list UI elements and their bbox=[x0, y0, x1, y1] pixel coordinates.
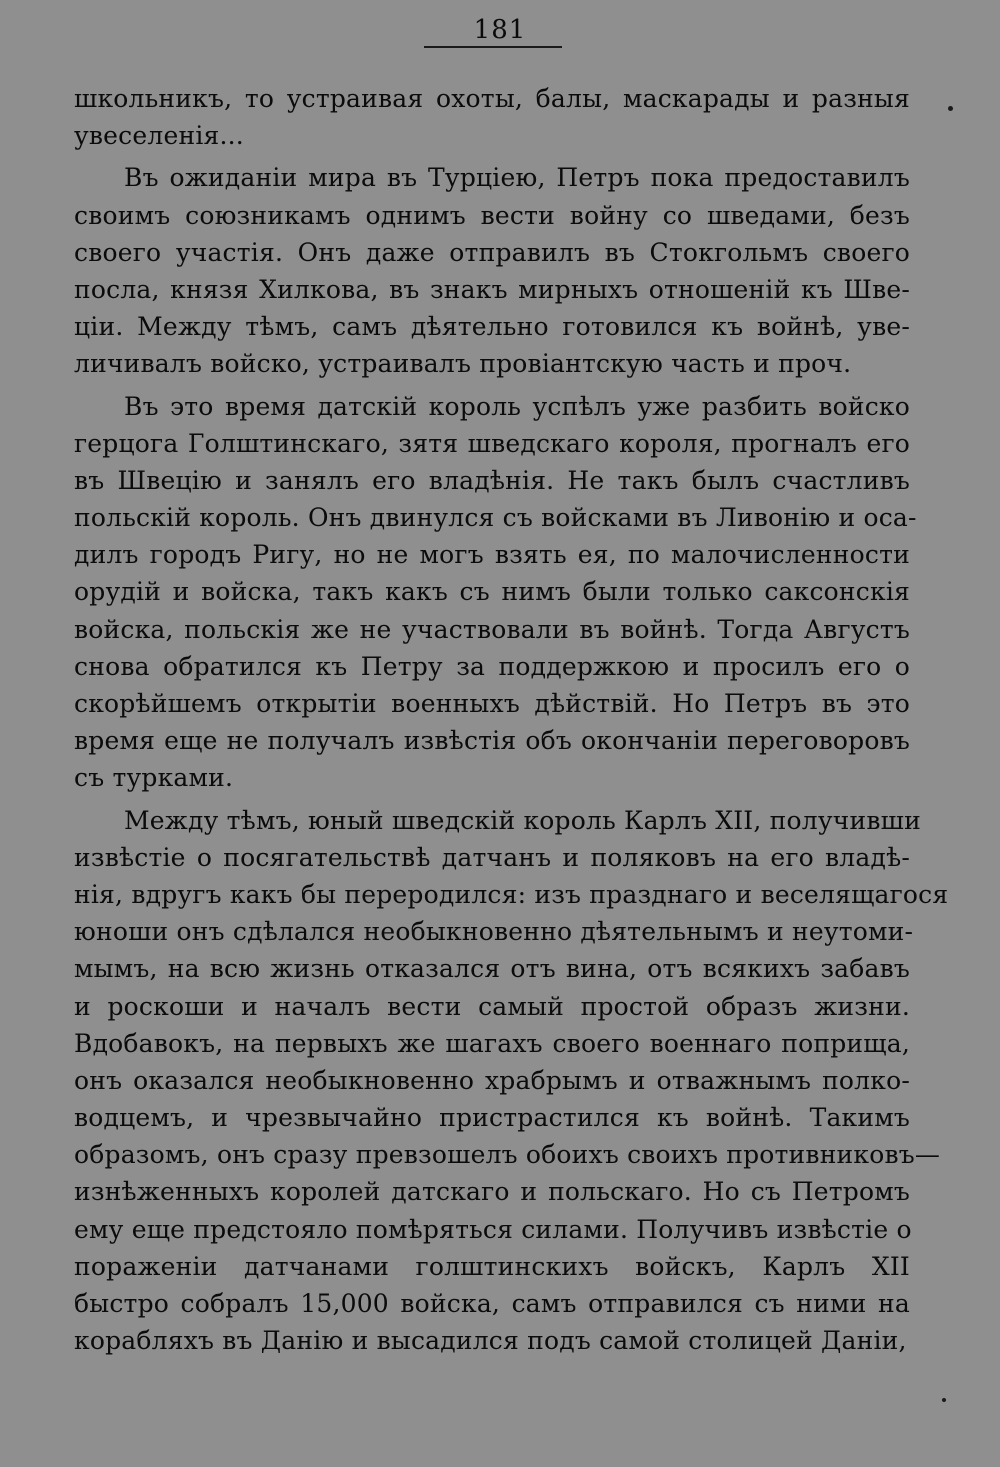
print-speck bbox=[948, 106, 953, 111]
text-line: снова обратился къ Петру за поддержкою и просилъ его о bbox=[74, 651, 910, 681]
text-line: посла, князя Хилкова, въ знакъ мирныхъ отношеній къ Шве- bbox=[74, 274, 910, 304]
text-line: изнѣженныхъ королей датскаго и польскаго. Но съ Петромъ bbox=[74, 1177, 910, 1207]
text-line: своимъ союзникамъ однимъ вести войну со шведами, безъ bbox=[74, 200, 910, 230]
text-line: ціи. Между тѣмъ, самъ дѣятельно готовился къ войнѣ, уве- bbox=[74, 312, 910, 342]
text-line: личивалъ войско, устраивалъ провіантскую часть и проч. bbox=[74, 349, 852, 379]
paragraph bbox=[74, 159, 910, 382]
text-line: водцемъ, и чрезвычайно пристрастился къ войнѣ. Такимъ bbox=[74, 1103, 910, 1133]
text-line: Между тѣмъ, юный шведскій король Карлъ XII, получивши bbox=[124, 805, 921, 835]
paragraph bbox=[74, 80, 910, 154]
text-line: школьникъ, то устраивая охоты, балы, маскарады и разныя bbox=[74, 84, 910, 113]
paragraph bbox=[74, 388, 917, 797]
text-line: орудій и войска, такъ какъ съ нимъ были только саксонскія bbox=[74, 577, 910, 607]
paragraph bbox=[74, 802, 949, 1360]
text-line: пораженіи датчанами голштинскихъ войскъ, Карлъ XII bbox=[74, 1251, 910, 1281]
text-line: образомъ, онъ сразу превзошелъ обоихъ своихъ противниковъ— bbox=[74, 1140, 941, 1170]
text-line: быстро собралъ 15,000 войска, самъ отправился съ ними на bbox=[74, 1289, 910, 1318]
text-line: корабляхъ въ Данію и высадился подъ самой столицей Даніи, bbox=[74, 1326, 907, 1356]
body-text bbox=[74, 80, 949, 1359]
text-line: Вдобавокъ, на первыхъ же шагахъ своего военнаго поприща, bbox=[74, 1028, 910, 1058]
text-line: и роскоши и началъ вести самый простой образъ жизни. bbox=[74, 991, 910, 1021]
text-line: своего участія. Онъ даже отправилъ въ Стокгольмъ своего bbox=[74, 237, 910, 267]
text-line: извѣстіе о посягательствѣ датчанъ и поляковъ на его владѣ- bbox=[74, 842, 910, 872]
header-rule bbox=[424, 46, 562, 48]
page-number: 181 bbox=[473, 15, 527, 45]
text-line: герцога Голштинскаго, зятя шведскаго короля, прогналъ его bbox=[74, 428, 910, 458]
text-line: ему еще предстояло помѣряться силами. Получивъ извѣстіе о bbox=[74, 1214, 912, 1244]
print-speck bbox=[942, 1398, 946, 1402]
text-line: войска, польскія же не участвовали въ войнѣ. Тогда Августъ bbox=[74, 614, 910, 644]
text-line: нія, вдругъ какъ бы переродился: изъ празднаго и веселящагося bbox=[74, 879, 949, 909]
text-line: увеселенія... bbox=[74, 121, 244, 151]
text-line: скорѣйшемъ открытіи военныхъ дѣйствій. Но Петръ въ это bbox=[74, 689, 910, 718]
text-line: онъ оказался необыкновенно храбрымъ и отважнымъ полко- bbox=[74, 1065, 910, 1095]
text-line: мымъ, на всю жизнь отказался отъ вина, отъ всякихъ забавъ bbox=[74, 954, 910, 984]
text-line: польскій король. Онъ двинулся съ войсками въ Ливонію и оса- bbox=[74, 503, 917, 533]
text-line: Въ это время датскій король успѣлъ уже разбить войско bbox=[124, 391, 910, 421]
text-line: Въ ожиданіи мира въ Турціею, Петръ пока предоставилъ bbox=[124, 163, 910, 193]
text-line: въ Швецію и занялъ его владѣнія. Не такъ былъ счастливъ bbox=[74, 465, 910, 495]
text-line: дилъ городъ Ригу, но не могъ взять ея, по малочисленности bbox=[74, 540, 910, 570]
text-line: съ турками. bbox=[74, 763, 234, 793]
text-line: время еще не получалъ извѣстія объ окончаніи переговоровъ bbox=[74, 726, 910, 756]
text-line: юноши онъ сдѣлался необыкновенно дѣятельнымъ и неутоми- bbox=[74, 917, 914, 947]
